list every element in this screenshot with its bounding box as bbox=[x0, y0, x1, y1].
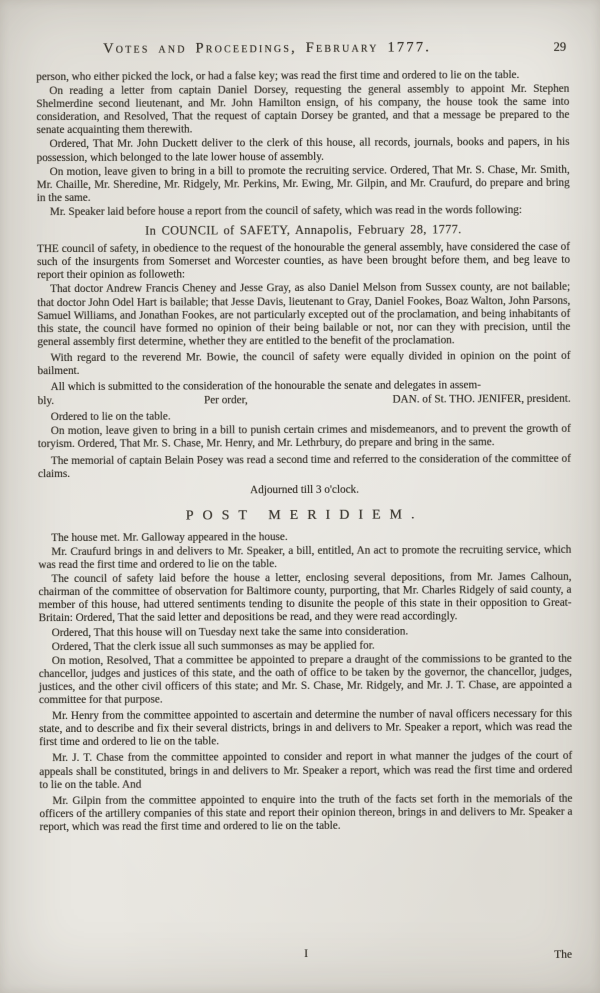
per-order-line bbox=[38, 393, 571, 408]
paragraph: Mr. J. T. Chase from the committee appointed to consider and report in what manner the judges of the court of appeals shall be constituted, brings in and delivers to Mr. Speaker a report, which was read the first time and ordered to lie on the table. And bbox=[39, 750, 573, 791]
per-order-label: Per order, bbox=[203, 394, 248, 407]
signature-jenifer: DAN. of St. THO. JENIFER, president. bbox=[392, 392, 571, 406]
page-body bbox=[36, 69, 572, 835]
paragraph: All which is submitted to the consideration of the honourable the senate and delegates in assem- bbox=[50, 379, 481, 394]
signature-mark: I bbox=[304, 947, 308, 960]
paragraph: The council of safety laid before the house a letter, enclosing several depositions, from Mr. James Calhoun, chairman of the committee of observation for Baltimore county, purporting, that Mr. Charles Ridgely of said county, a member of this house, had uttered sentiments tending to disunite the people of this state in their opposition to Great-Britain: Ordered, That the said letter and depositions be read, and they were read accordingly. bbox=[38, 571, 572, 625]
paragraph: The house met. Mr. Galloway appeared in the house. bbox=[51, 530, 288, 544]
section-heading-council-of-safety: In COUNCIL of SAFETY, Annapolis, February 28, 1777. bbox=[145, 222, 462, 238]
paragraph: Ordered, That Mr. John Duckett deliver to the clerk of this house, all records, journals, books and papers, in his possession, which belonged to the late lower house of assembly. bbox=[36, 136, 570, 164]
adjournment-line: Adjourned till 3 o'clock. bbox=[249, 483, 359, 496]
paragraph: On reading a letter from captain Daniel Dorsey, requesting the general assembly to appoint Mr. Stephen Shelmerdine second lieutenant, and Mr. John Hamilton ensign, of his company, the house took the same into consideration, and Resolved, That the request of captain Dorsey be granted, and that a message be prepared to the senate acquainting them therewith. bbox=[36, 82, 570, 137]
paragraph: On motion, leave given to bring in a bill to punish certain crimes and misdemeanors, and to prevent the growth of toryism. Ordered, That Mr. S. Chase, Mr. Henry, and Mr. Lethrbury, do prepare and bring in the same. bbox=[37, 423, 571, 451]
catchword: The bbox=[554, 948, 573, 961]
section-heading-post-meridiem: POST MERIDIEM. bbox=[185, 507, 424, 524]
paragraph: Mr. Henry from the committee appointed to ascertain and determine the number of naval officers necessary for this state, and to describe and fix their several districts, brings in and delivers to Mr. Speaker a report, which was read the first time and ordered to lie on the table. bbox=[38, 707, 573, 749]
paragraph: Mr. Gilpin from the committee appointed to enquire into the truth of the facts set forth in the memorials of the officers of the artillery companies of this state and report their opinion thereon, brings in and delivers to Mr. Speaker a report, which was read the first time and ordered to lie on the table. bbox=[39, 792, 573, 834]
running-title: Votes and Proceedings, February 1777. bbox=[103, 39, 432, 57]
paragraph: With regard to the reverend Mr. Bowie, the council of safety were equally divided in opinion on the point of bailment. bbox=[37, 349, 571, 378]
paragraph: Ordered to lie on the table. bbox=[50, 410, 171, 424]
paragraph: Ordered, That the clerk issue all such summonses as may be applied for. bbox=[51, 639, 375, 653]
page-header bbox=[36, 39, 568, 61]
page-number: 29 bbox=[553, 39, 567, 54]
paragraph: Mr. Craufurd brings in and delivers to Mr. Speaker, a bill, entitled, An act to promote the recruiting service, which was read the first time and ordered to lie on the table. bbox=[38, 543, 572, 572]
paragraph: The memorial of captain Belain Posey was read a second time and referred to the consideration of the committee of claims. bbox=[37, 452, 571, 480]
paragraph: On motion, leave given to bring in a bill to promote the recruiting service. Ordered, That Mr. S. Chase, Mr. Smith, Mr. Chaille, Mr. Sheredine, Mr. Ridgely, Mr. Perkins, Mr. Ewing, Mr. Gilpin, and Mr. Craufurd, do prepare and bring in the same. bbox=[36, 163, 570, 204]
paragraph: Ordered, That this house will on Tuesday next take the same into consideration. bbox=[51, 625, 409, 639]
paragraph: THE council of safety, in obedience to the request of the honourable the general assembly, have considered the case of such of the insurgents from Somerset and Worcester counties, as have been brought before them, and beg leave to report their opinion as followeth: bbox=[36, 240, 570, 282]
page-footer bbox=[40, 947, 572, 964]
paragraph: person, who either picked the lock, or had a false key; was read the first time and ordered to lie on the table. bbox=[36, 69, 520, 84]
paragraph: That doctor Andrew Francis Cheney and Jesse Gray, as also Daniel Melson from Sussex county, are not bailable; that doctor John Odel Hart is bailable; that Jesse Davis, lieutenant to Gray, Daniel Fookes, Boaz Walton, John Parsons, Samuel Williams, and Jonathan Fookes, are not particularly excepted out of the proclamation, and being inhabitants of this state, the council have formed no opinion of their being bailable or not, nor can they with precision, until the general assembly first determine, whether they are entitled to the benefit of the proclamation. bbox=[37, 281, 571, 348]
per-order-left: bly. bbox=[37, 395, 54, 408]
paragraph: On motion, Resolved, That a committee be appointed to prepare a draught of the commissions to be granted to the chancellor, judges and justices of this state, and the oath of office to be taken by the governor, the chancellor, judges, justices, and the other civil officers of this state; and Mr. S. Chase, Mr. Ridgely, and Mr. J. T. Chase, are appointed a committee for that purpose. bbox=[38, 652, 572, 707]
paragraph: Mr. Speaker laid before house a report from the council of safety, which was read in the words following: bbox=[49, 203, 522, 219]
